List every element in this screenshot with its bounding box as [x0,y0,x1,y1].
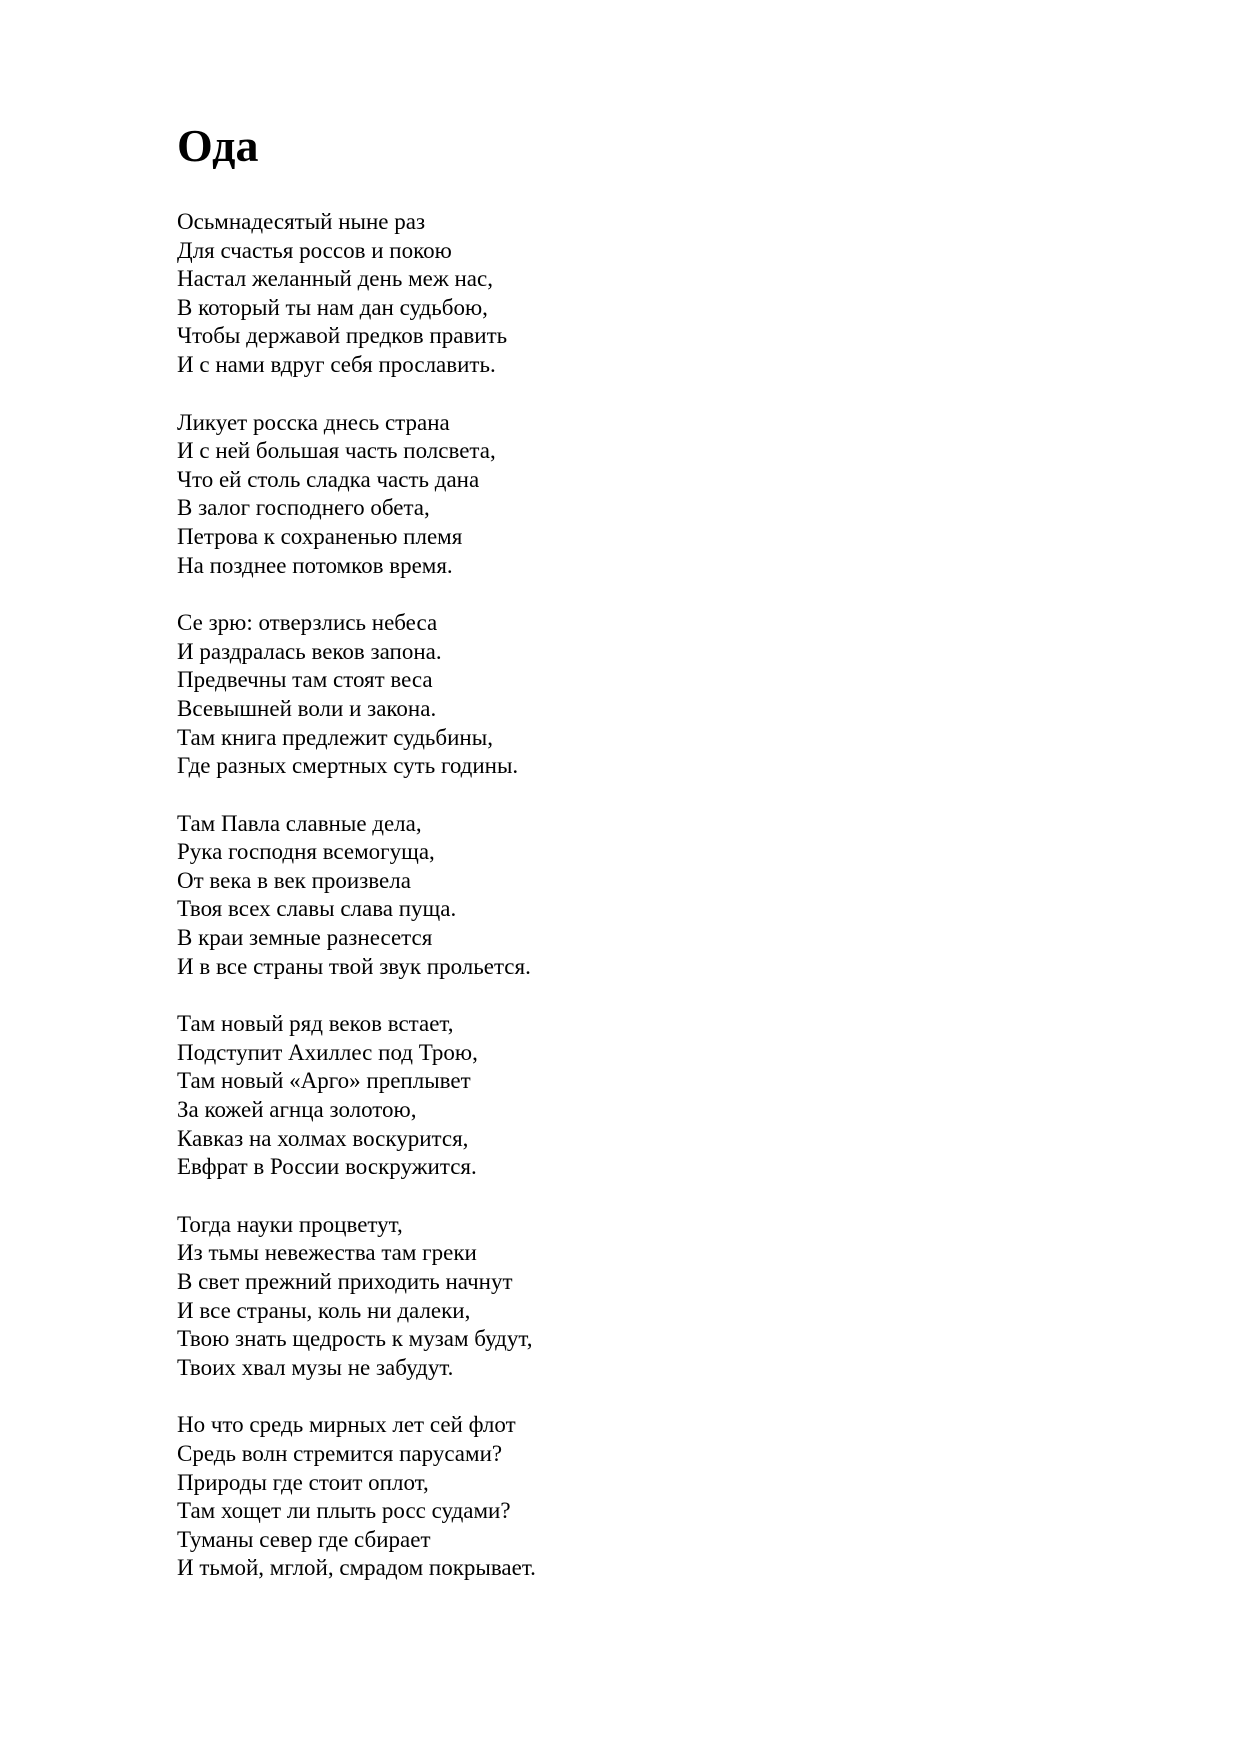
poem-line: От века в век произвела [177,867,411,893]
stanza-6 [177,1211,1077,1383]
stanza-4 [177,810,1077,982]
poem-line: Там новый «Арго» преплывет [177,1068,471,1094]
stanza-5 [177,1010,1077,1182]
poem-line: В который ты нам дан судьбою, [177,294,488,320]
poem-line: В залог господнего обета, [177,495,430,521]
poem-line: Что ей столь сладка часть дана [177,466,480,492]
poem-line: Подступит Ахиллес под Трою, [177,1039,478,1065]
stanza-1 [177,208,1077,380]
poem-line: Там новый ряд веков встает, [177,1011,454,1037]
poem-line: Чтобы державой предков править [177,323,508,349]
stanza-3 [177,609,1077,781]
poem-line: В свет прежний приходить начнут [177,1269,513,1294]
poem-line: За кожей агнца золотою, [177,1097,417,1123]
poem-line: Из тьмы невежества там греки [177,1240,477,1266]
poem-line: Кавказ на холмах воскурится, [177,1125,469,1151]
poem-line: На позднее потомков время. [177,552,453,578]
poem-line: Предвечны там стоят веса [177,667,433,693]
poem-line: Для счастья россов и покою [177,237,452,263]
poem-line: Твоя всех славы слава пуща. [177,896,457,922]
poem-line: И в все страны твой звук прольется. [177,953,531,979]
poem-line: Евфрат в России воскружится. [177,1154,477,1180]
poem-line: Где разных смертных суть годины. [177,753,519,779]
poem-line: В краи земные разнесется [177,925,433,951]
poem-line: Се зрю: отверзлись небеса [177,610,438,636]
poem-line: Природы где стоит оплот, [177,1469,429,1495]
poem-line: Настал желанный день меж нас, [177,266,493,292]
poem-line: И все страны, коль ни далеки, [177,1297,471,1323]
poem-line: Осьмнадесятый ныне раз [177,209,426,234]
poem-line: Там Павла славные дела, [177,810,422,836]
poem-line: Средь волн стремится парусами? [177,1440,503,1466]
document-page [177,118,1077,1612]
poem-line: Там книга предлежит судьбины, [177,724,493,750]
stanza-2 [177,409,1077,581]
poem-line: Твою знать щедрость к музам будут, [177,1326,533,1352]
poem-line: Там хощет ли плыть росс судами? [177,1498,511,1524]
page-title: Ода [177,120,259,171]
poem-line: И с ней большая часть полсвета, [177,438,496,464]
poem-line: И тьмой, мглой, смрадом покрывает. [177,1555,536,1581]
poem-line: И с нами вдруг себя прославить. [177,351,496,377]
poem-line: И раздралась веков запона. [177,638,442,664]
poem-line: Всевышней воли и закона. [177,695,437,721]
poem-line: Тогда науки процветут, [177,1211,403,1237]
poem-line: Петрова к сохраненью племя [177,523,463,549]
poem-line: Но что средь мирных лет сей флот [177,1412,516,1438]
poem-line: Твоих хвал музы не забудут. [177,1354,454,1380]
poem-line: Рука господня всемогуща, [177,839,435,865]
poem-line: Туманы север где сбирает [177,1526,431,1552]
poem-line: Ликует росска днесь страна [177,409,450,435]
stanza-7 [177,1411,1077,1583]
